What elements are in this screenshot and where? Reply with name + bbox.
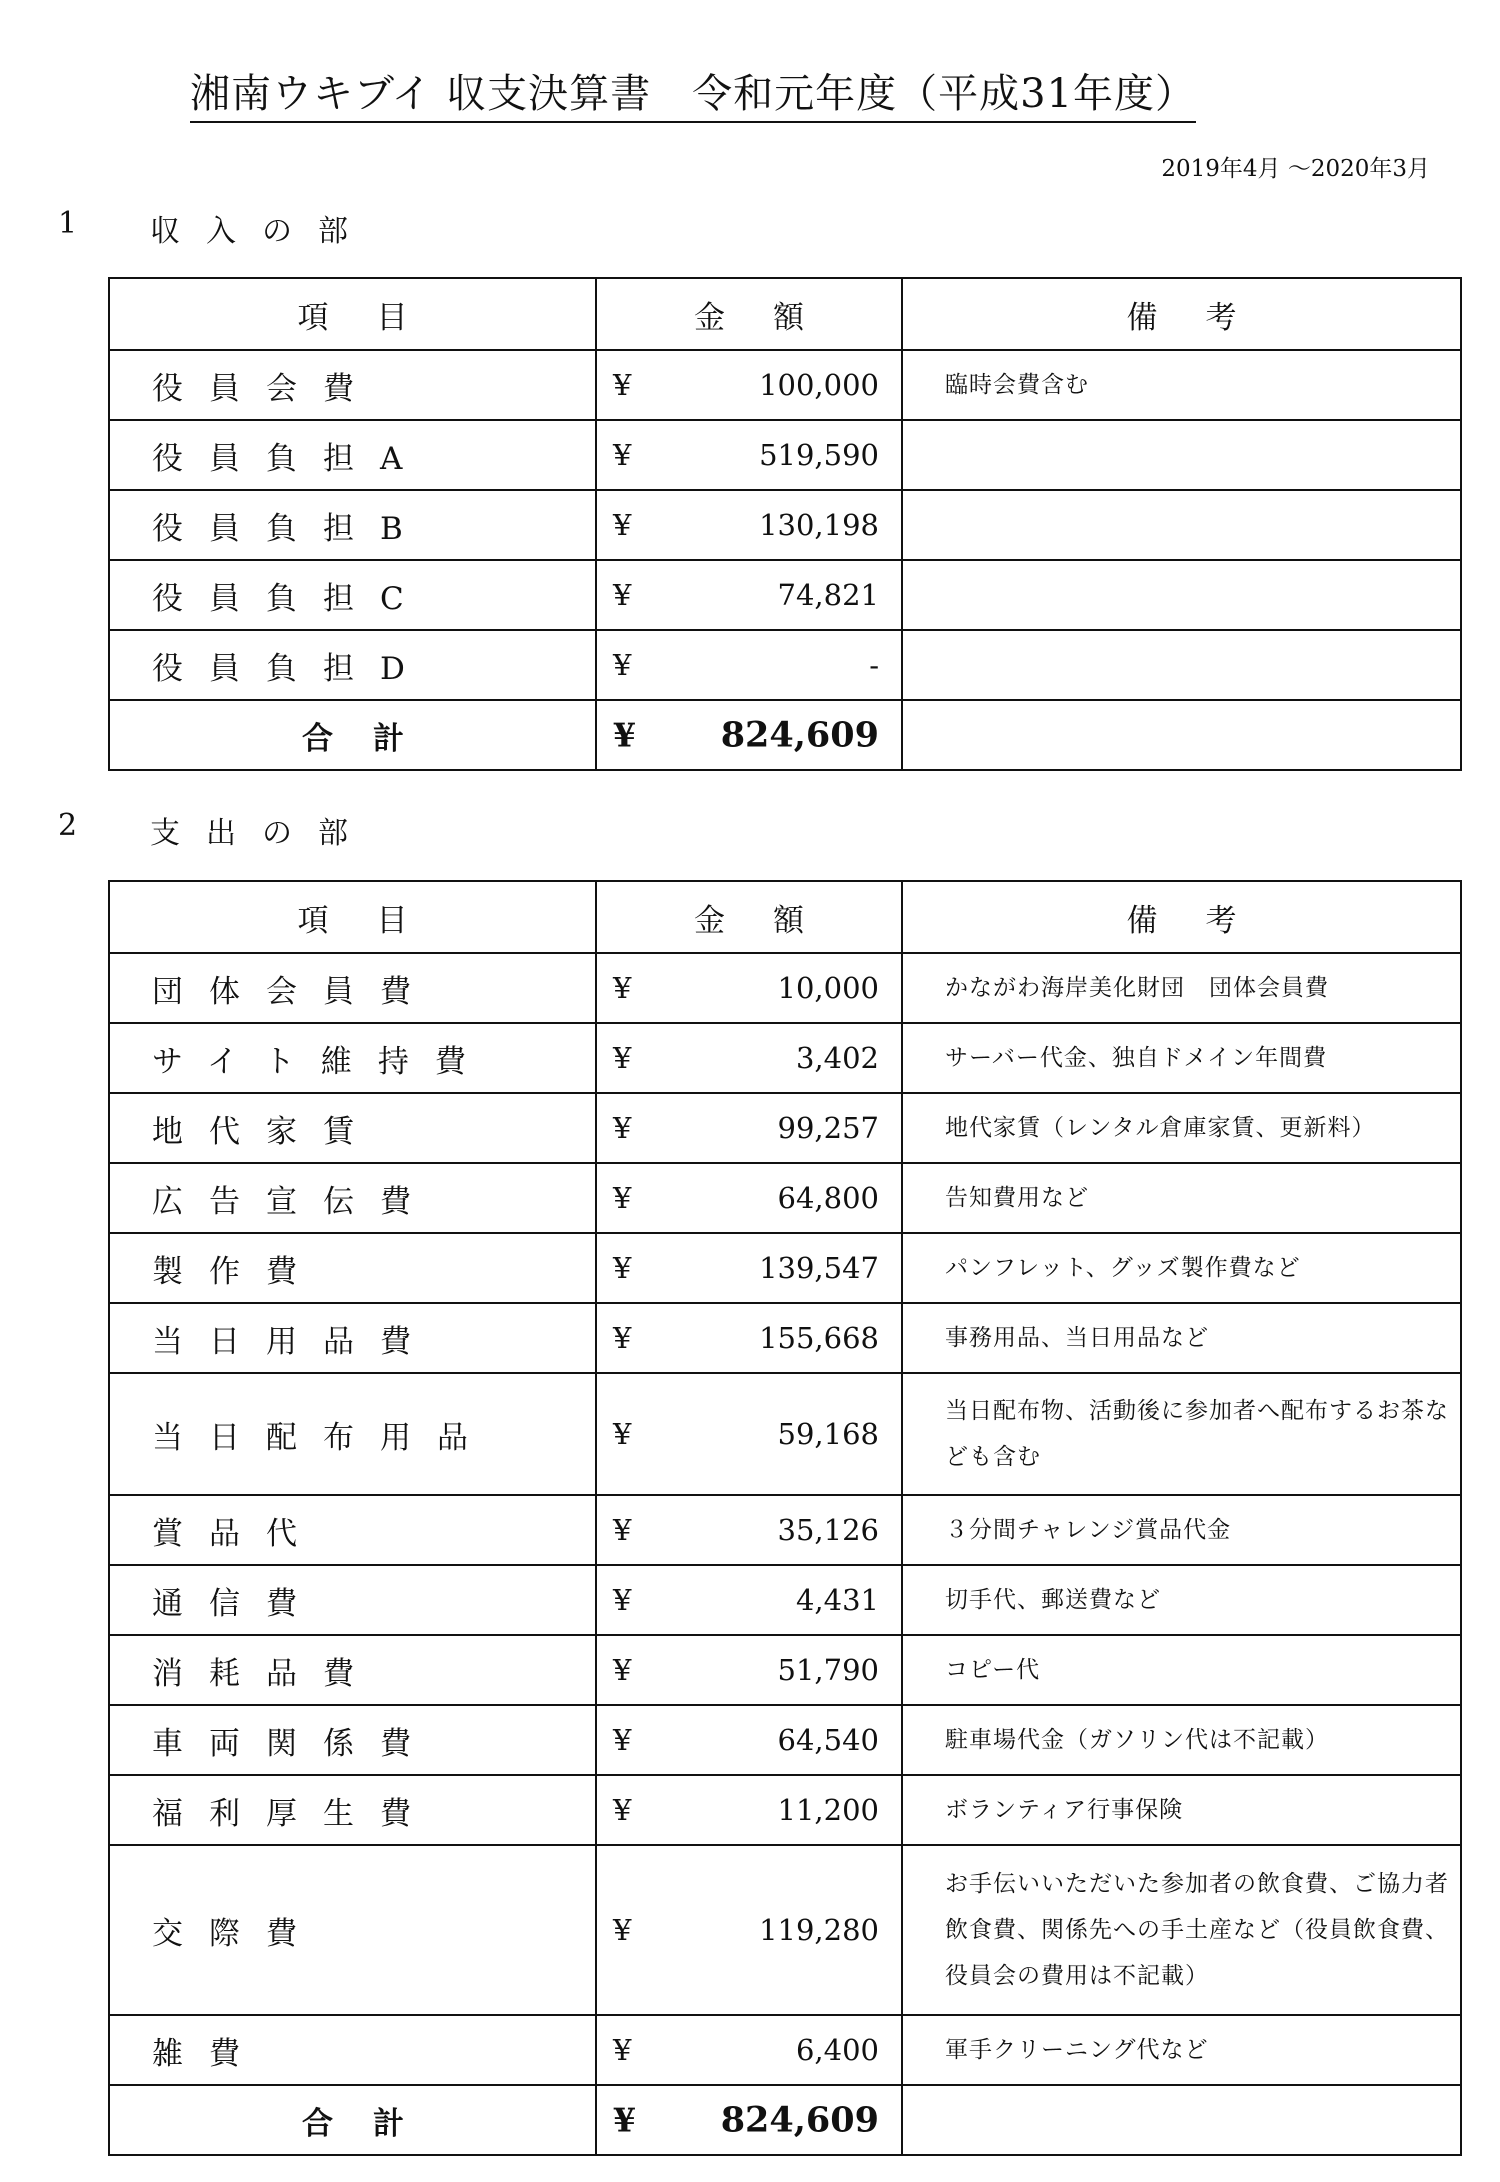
- item-label: 役員負担D: [109, 630, 596, 700]
- amount-value: 64,800: [777, 1181, 879, 1215]
- yen-symbol: ¥: [613, 1583, 632, 1617]
- note-cell: サーバー代金、独自ドメイン年間費: [902, 1023, 1461, 1093]
- note-cell: [902, 630, 1461, 700]
- amount-cell: [596, 1233, 902, 1303]
- income-table: [108, 277, 1462, 771]
- document-title: 湘南ウキブイ 収支決算書 令和元年度（平成31年度）: [190, 62, 1290, 119]
- note-cell: 駐車場代金（ガソリン代は不記載）: [902, 1705, 1461, 1775]
- table-row: [109, 1495, 1461, 1565]
- item-label: 車両関係費: [109, 1705, 596, 1775]
- item-label: 役員負担A: [109, 420, 596, 490]
- amount-value: 74,821: [777, 578, 879, 612]
- note-cell: ボランティア行事保険: [902, 1775, 1461, 1845]
- amount-cell: [596, 700, 902, 770]
- amount-value: 35,126: [777, 1513, 879, 1547]
- table-row: [109, 1233, 1461, 1303]
- table-row: [109, 1163, 1461, 1233]
- header-amount: 金額: [596, 278, 902, 350]
- item-label: 団体会員費: [109, 953, 596, 1023]
- table-row: [109, 1775, 1461, 1845]
- table-row: [109, 420, 1461, 490]
- note-cell: [902, 700, 1461, 770]
- item-label: 交際費: [109, 1845, 596, 2015]
- amount-value: 824,609: [720, 2099, 879, 2141]
- amount-cell: [596, 1303, 902, 1373]
- amount-value: 100,000: [759, 368, 879, 402]
- table-row: [109, 2015, 1461, 2085]
- item-label: 役員負担B: [109, 490, 596, 560]
- yen-symbol: ¥: [613, 1793, 632, 1827]
- amount-cell: [596, 2085, 902, 2155]
- note-cell: お手伝いいただいた参加者の飲食費、ご協力者飲食費、関係先への手土産など（役員飲食費、役員会の費用は不記載）: [902, 1845, 1461, 2015]
- section-label: 支出の部: [150, 816, 374, 851]
- note-cell: コピー代: [902, 1635, 1461, 1705]
- total-row: [109, 700, 1461, 770]
- note-cell: [902, 2085, 1461, 2155]
- amount-value: 59,168: [777, 1417, 879, 1451]
- amount-value: 155,668: [759, 1321, 879, 1355]
- amount-value: 139,547: [759, 1251, 879, 1285]
- total-label: 合計: [109, 2085, 596, 2155]
- item-label: 当日配布用品: [109, 1373, 596, 1495]
- item-label: 役員会費: [109, 350, 596, 420]
- table-row: [109, 490, 1461, 560]
- table-row: [109, 1373, 1461, 1495]
- header-item: 項目: [109, 881, 596, 953]
- note-cell: [902, 490, 1461, 560]
- total-row: [109, 2085, 1461, 2155]
- item-label: 役員負担C: [109, 560, 596, 630]
- amount-value: 99,257: [777, 1111, 879, 1145]
- yen-symbol: ¥: [613, 508, 632, 542]
- amount-value: 64,540: [777, 1723, 879, 1757]
- yen-symbol: ¥: [613, 1181, 632, 1215]
- amount-value: 130,198: [759, 508, 879, 542]
- yen-symbol: ¥: [613, 1321, 632, 1355]
- note-cell: 事務用品、当日用品など: [902, 1303, 1461, 1373]
- item-label: 福利厚生費: [109, 1775, 596, 1845]
- amount-cell: [596, 630, 902, 700]
- expense-table: [108, 880, 1462, 2156]
- table-row: [109, 630, 1461, 700]
- amount-value: -: [869, 648, 879, 682]
- yen-symbol: ¥: [613, 368, 632, 402]
- yen-symbol: ¥: [613, 1723, 632, 1757]
- yen-symbol: ¥: [613, 1653, 632, 1687]
- yen-symbol: ¥: [613, 971, 632, 1005]
- note-cell: ３分間チャレンジ賞品代金: [902, 1495, 1461, 1565]
- table-row: [109, 350, 1461, 420]
- item-label: 広告宣伝費: [109, 1163, 596, 1233]
- yen-symbol: ¥: [613, 1417, 632, 1451]
- amount-cell: [596, 1775, 902, 1845]
- amount-value: 10,000: [777, 971, 879, 1005]
- amount-cell: [596, 490, 902, 560]
- table-row: [109, 1705, 1461, 1775]
- amount-value: 119,280: [759, 1913, 879, 1947]
- item-label: 雑費: [109, 2015, 596, 2085]
- section-label: 収入の部: [150, 214, 374, 249]
- amount-cell: [596, 1093, 902, 1163]
- note-cell: 告知費用など: [902, 1163, 1461, 1233]
- amount-cell: [596, 1495, 902, 1565]
- amount-cell: [596, 1565, 902, 1635]
- amount-value: 11,200: [777, 1793, 879, 1827]
- table-row: [109, 953, 1461, 1023]
- item-label: 地代家賃: [109, 1093, 596, 1163]
- yen-symbol: ¥: [613, 1041, 632, 1075]
- amount-value: 519,590: [759, 438, 879, 472]
- note-cell: 軍手クリーニング代など: [902, 2015, 1461, 2085]
- amount-value: 3,402: [795, 1041, 879, 1075]
- yen-symbol: ¥: [613, 438, 632, 472]
- expense-section-heading: [58, 808, 374, 852]
- amount-cell: [596, 2015, 902, 2085]
- amount-cell: [596, 1373, 902, 1495]
- note-cell: 切手代、郵送費など: [902, 1565, 1461, 1635]
- yen-symbol: ¥: [613, 1251, 632, 1285]
- header-item: 項目: [109, 278, 596, 350]
- item-label: 当日用品費: [109, 1303, 596, 1373]
- amount-cell: [596, 1023, 902, 1093]
- header-amount: 金額: [596, 881, 902, 953]
- income-section-heading: [58, 206, 374, 250]
- note-cell: 当日配布物、活動後に参加者へ配布するお茶なども含む: [902, 1373, 1461, 1495]
- amount-cell: [596, 350, 902, 420]
- fiscal-period: 2019年4月 ～2020年3月: [1161, 156, 1430, 182]
- amount-cell: [596, 420, 902, 490]
- table-row: [109, 1303, 1461, 1373]
- note-cell: [902, 560, 1461, 630]
- total-label: 合計: [109, 700, 596, 770]
- amount-cell: [596, 560, 902, 630]
- section-number: 1: [58, 206, 80, 241]
- item-label: サイト維持費: [109, 1023, 596, 1093]
- item-label: 製作費: [109, 1233, 596, 1303]
- note-cell: パンフレット、グッズ製作費など: [902, 1233, 1461, 1303]
- table-row: [109, 1023, 1461, 1093]
- amount-cell: [596, 1705, 902, 1775]
- header-note: 備考: [902, 881, 1461, 953]
- section-number: 2: [58, 808, 80, 843]
- table-row: [109, 560, 1461, 630]
- yen-symbol: ¥: [613, 1111, 632, 1145]
- item-label: 消耗品費: [109, 1635, 596, 1705]
- item-label: 通信費: [109, 1565, 596, 1635]
- amount-cell: [596, 953, 902, 1023]
- yen-symbol: ¥: [613, 2100, 636, 2140]
- note-cell: [902, 420, 1461, 490]
- item-label: 賞品代: [109, 1495, 596, 1565]
- note-cell: 臨時会費含む: [902, 350, 1461, 420]
- yen-symbol: ¥: [613, 715, 636, 755]
- yen-symbol: ¥: [613, 2033, 632, 2067]
- yen-symbol: ¥: [613, 578, 632, 612]
- amount-cell: [596, 1163, 902, 1233]
- amount-cell: [596, 1635, 902, 1705]
- note-cell: 地代家賃（レンタル倉庫家賃、更新料）: [902, 1093, 1461, 1163]
- table-row: [109, 1093, 1461, 1163]
- header-note: 備考: [902, 278, 1461, 350]
- note-cell: かながわ海岸美化財団 団体会員費: [902, 953, 1461, 1023]
- table-row: [109, 1565, 1461, 1635]
- table-row: [109, 1845, 1461, 2015]
- yen-symbol: ¥: [613, 648, 632, 682]
- amount-value: 4,431: [795, 1583, 879, 1617]
- table-row: [109, 1635, 1461, 1705]
- yen-symbol: ¥: [613, 1513, 632, 1547]
- amount-cell: [596, 1845, 902, 2015]
- amount-value: 824,609: [720, 714, 879, 756]
- yen-symbol: ¥: [613, 1913, 632, 1947]
- amount-value: 6,400: [795, 2033, 879, 2067]
- amount-value: 51,790: [777, 1653, 879, 1687]
